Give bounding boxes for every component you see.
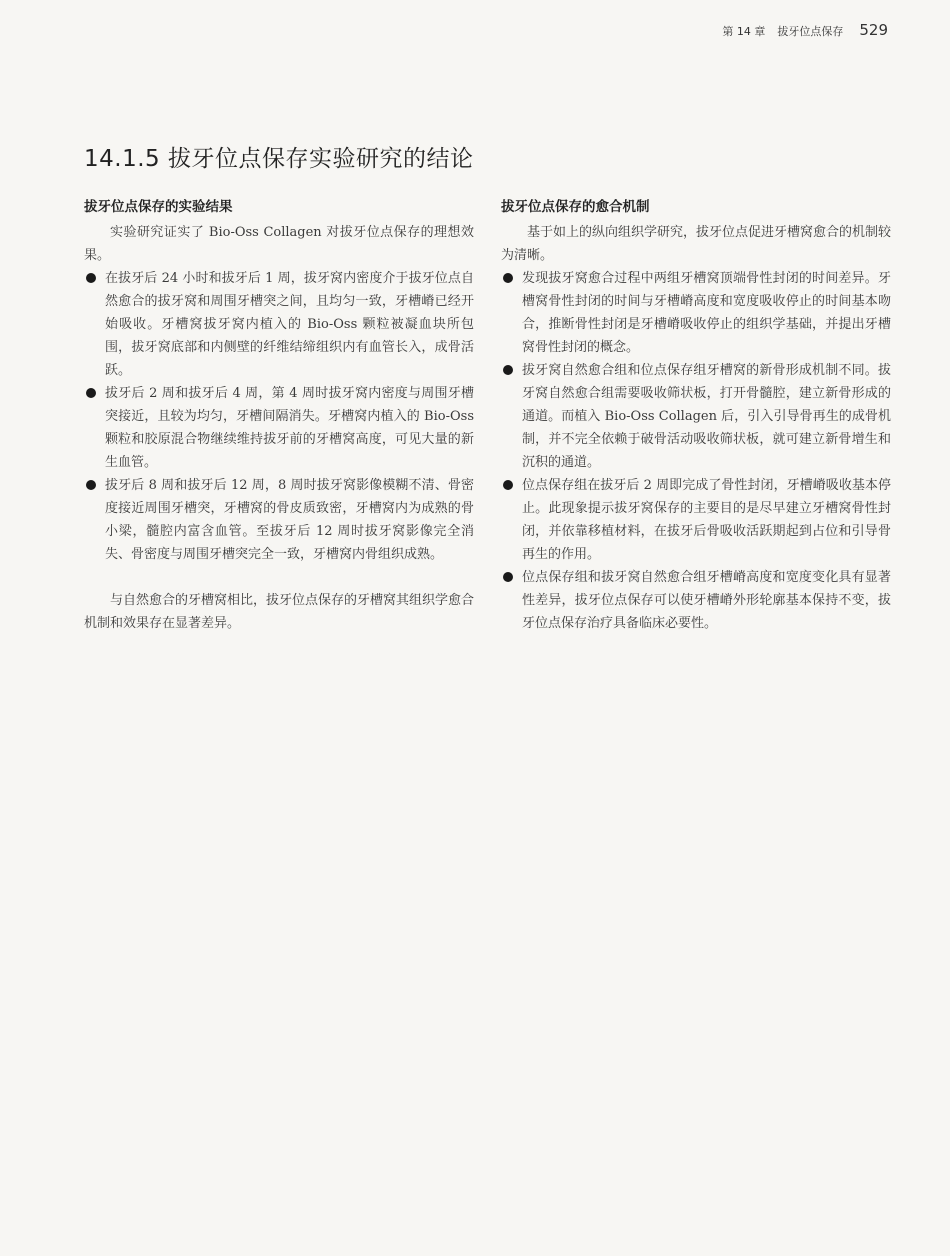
bullet-text: 发现拔牙窝愈合过程中两组牙槽窝顶端骨性封闭的时间差异。牙槽窝骨性封闭的时间与牙槽嵴高度和宽度吸收停止的时间基本吻合，推断骨性封闭是牙槽嵴吸收停止的组织学基础，并提出牙槽窝骨性封闭的概念。 xyxy=(522,271,891,355)
left-heading: 拔牙位点保存的实验结果 xyxy=(84,199,233,215)
bullet-text: 拔牙后 8 周和拔牙后 12 周，8 周时拔牙窝影像模糊不清、骨密度接近周围牙槽突，牙槽窝的骨皮质致密，牙槽窝内为成熟的骨小梁，髓腔内富含血管。至拔牙后 12 周时拔牙窝影像完全消失、骨密度与周围牙槽突完全一致，牙槽窝内骨组织成熟。 xyxy=(105,478,474,562)
bullet-icon xyxy=(503,273,513,283)
bullet-text: 在拔牙后 24 小时和拔牙后 1 周，拔牙窝内密度介于拔牙位点自然愈合的拔牙窝和周围牙槽突之间，且均匀一致，牙槽嵴已经开始吸收。牙槽窝拔牙窝内植入的 Bio-Oss 颗粒被凝血块所包围，拔牙窝底部和内侧壁的纤维结缔组织内有血管长入，成骨活跃。 xyxy=(105,271,474,378)
page-number: 529 xyxy=(859,21,888,39)
left-intro-paragraph: 实验研究证实了 Bio-Oss Collagen 对拔牙位点保存的理想效果。 xyxy=(84,225,474,263)
section-title: 14.1.5 拔牙位点保存实验研究的结论 xyxy=(84,146,474,172)
chapter-title: 拔牙位点保存 xyxy=(777,25,844,38)
list-item xyxy=(501,359,891,474)
list-item xyxy=(84,474,474,566)
right-bullet-list xyxy=(501,267,891,635)
bullet-icon xyxy=(503,365,513,375)
list-item xyxy=(501,566,891,635)
left-bullet-list xyxy=(84,267,474,566)
bullet-icon xyxy=(503,572,513,582)
bullet-icon xyxy=(86,388,96,398)
chapter-label: 第 14 章 xyxy=(722,25,766,38)
bullet-text: 位点保存组在拔牙后 2 周即完成了骨性封闭，牙槽嵴吸收基本停止。此现象提示拔牙窝保存的主要目的是尽早建立牙槽窝骨性封闭，并依靠移植材料，在拔牙后骨吸收活跃期起到占位和引导骨再生的作用。 xyxy=(522,478,891,562)
list-item xyxy=(84,382,474,474)
list-item xyxy=(501,267,891,359)
bullet-text: 拔牙窝自然愈合组和位点保存组牙槽窝的新骨形成机制不同。拔牙窝自然愈合组需要吸收筛状板，打开骨髓腔，建立新骨形成的通道。而植入 Bio-Oss Collagen 后，引入引导骨再生的成骨机制，并不完全依赖于破骨活动吸收筛状板，就可建立新骨增生和沉积的通道。 xyxy=(522,363,891,470)
bullet-icon xyxy=(86,480,96,490)
list-item xyxy=(84,267,474,382)
running-header xyxy=(722,21,888,39)
right-heading: 拔牙位点保存的愈合机制 xyxy=(501,199,650,215)
left-column xyxy=(84,197,474,635)
bullet-icon xyxy=(86,273,96,283)
list-item xyxy=(501,474,891,566)
right-intro-paragraph: 基于如上的纵向组织学研究，拔牙位点促进牙槽窝愈合的机制较为清晰。 xyxy=(501,225,892,263)
bullet-text: 拔牙后 2 周和拔牙后 4 周，第 4 周时拔牙窝内密度与周围牙槽突接近，且较为均匀，牙槽间隔消失。牙槽窝内植入的 Bio-Oss 颗粒和胶原混合物继续维持拔牙前的牙槽窝高度，可见大量的新生血管。 xyxy=(105,386,474,470)
left-closing-paragraph: 与自然愈合的牙槽窝相比，拔牙位点保存的牙槽窝其组织学愈合机制和效果存在显著差异。 xyxy=(84,593,475,631)
bullet-icon xyxy=(503,480,513,490)
bullet-text: 位点保存组和拔牙窝自然愈合组牙槽嵴高度和宽度变化具有显著性差异，拔牙位点保存可以使牙槽嵴外形轮廓基本保持不变，拔牙位点保存治疗具备临床必要性。 xyxy=(522,570,891,631)
right-column xyxy=(501,197,891,635)
